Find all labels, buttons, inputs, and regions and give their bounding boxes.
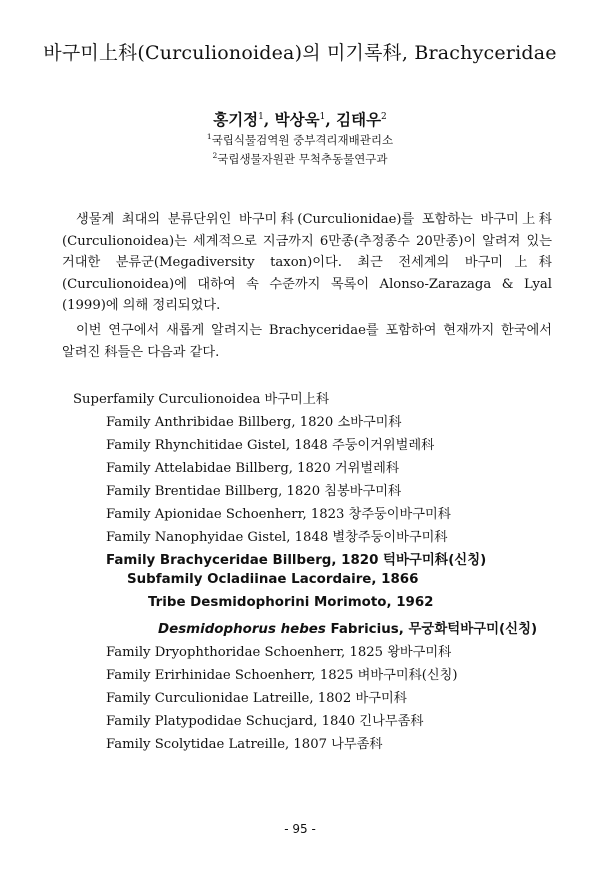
taxon-family: Family Brentidae Billberg, 1820 침봉바구미科 xyxy=(106,484,402,499)
taxon-family: Family Nanophyidae Gistel, 1848 별창주둥이바구미科 xyxy=(106,530,448,545)
author-affil-mark: 1 xyxy=(258,112,264,122)
affiliation-2 xyxy=(0,151,600,167)
author-separator: , xyxy=(325,110,337,129)
affiliation-text: 국립식물검역원 중부격리재배관리소 xyxy=(211,133,394,147)
author-separator: , xyxy=(263,110,275,129)
author-line xyxy=(0,108,600,130)
taxon-family: Family Curculionidae Latreille, 1802 바구미科 xyxy=(106,691,407,706)
affiliation-mark: 1 xyxy=(206,132,212,141)
taxon-superfamily: Superfamily Curculionoidea 바구미上科 xyxy=(73,392,330,407)
taxon-family: Family Apionidae Schoenherr, 1823 창주둥이바구미科 xyxy=(106,507,451,522)
author-name: 김태우 xyxy=(336,110,382,129)
page-number: - 95 - xyxy=(284,822,316,836)
taxon-family: Family Attelabidae Billberg, 1820 거위벌레科 xyxy=(106,461,400,476)
taxon-family: Family Dryophthoridae Schoenherr, 1825 왕바구미科 xyxy=(106,645,452,660)
body-paragraph-2: 이번 연구에서 새롭게 알려지는 Brachyceridae를 포함하여 현재까지 한국에서 알려진 科들은 다음과 같다. xyxy=(62,323,552,360)
taxon-family-new-record: Family Brachyceridae Billberg, 1820 턱바구미科(신칭) xyxy=(106,553,487,568)
taxon-species xyxy=(158,618,537,637)
taxon-family: Family Platypodidae Schucjard, 1840 긴나무좀科 xyxy=(106,714,424,729)
affiliation-text: 국립생물자원관 무척추동물연구과 xyxy=(217,152,388,166)
author-name: 박상욱 xyxy=(274,110,320,129)
taxon-family: Family Scolytidae Latreille, 1807 나무좀科 xyxy=(106,737,383,752)
affiliation-1 xyxy=(0,132,600,148)
species-binomial: Desmidophorus hebes xyxy=(158,622,326,637)
taxon-tribe: Tribe Desmidophorini Morimoto, 1962 xyxy=(148,595,434,610)
taxon-family: Family Rhynchitidae Gistel, 1848 주둥이거위벌레科 xyxy=(106,438,435,453)
author-affil-mark: 1 xyxy=(319,112,326,122)
taxon-subfamily: Subfamily Ocladiinae Lacordaire, 1866 xyxy=(127,572,419,587)
author-name: 홍기정 xyxy=(213,110,259,129)
taxon-family: Family Anthribidae Billberg, 1820 소바구미科 xyxy=(106,415,402,430)
page-title: 바구미上科(Curculionoidea)의 미기록科, Brachyceridae xyxy=(43,42,557,64)
body-paragraph-1: 생물계 최대의 분류단위인 바구미科(Curculionidae)를 포함하는 바구미上科(Curculionoidea)는 세계적으로 지금까지 6만종(추정종수 20만종)이 알려져 있는 거대한 분류군(Megadiversity taxon)이다. 최근 전세계의 바구미上科(Curculionoidea)에 대하여 속 수준까지 목록이 Alonso-Zarazaga & Lyal (1999)에 의해 정리되었다. xyxy=(62,212,552,313)
author-affil-mark: 2 xyxy=(381,112,387,122)
taxon-family: Family Erirhinidae Schoenherr, 1825 벼바구미科(신칭) xyxy=(106,668,458,683)
affiliation-mark: 2 xyxy=(212,151,218,160)
species-author-common-name: Fabricius, 무궁화턱바구미(신칭) xyxy=(325,622,538,637)
